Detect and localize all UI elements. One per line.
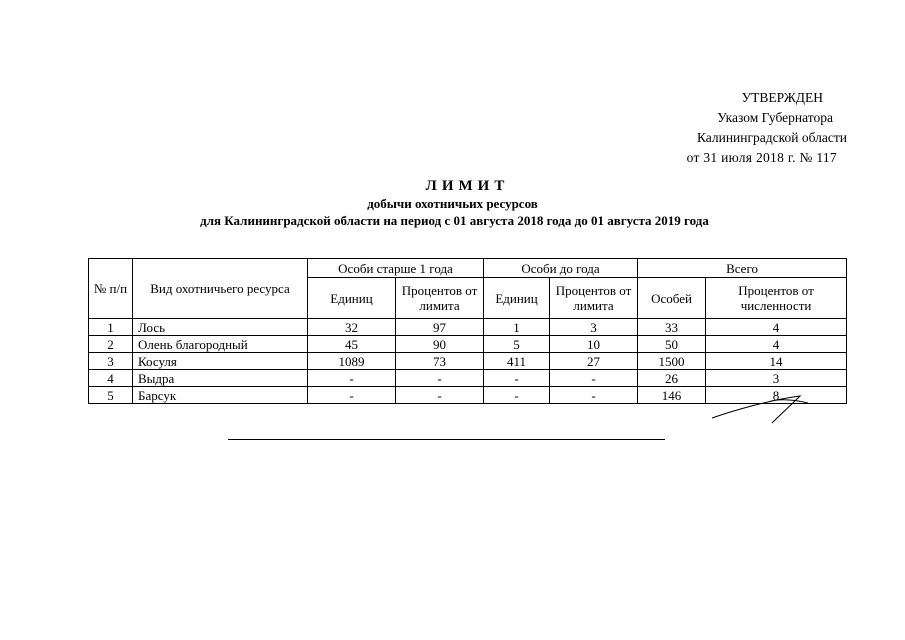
header-species: Вид охотничьего ресурса <box>133 259 308 319</box>
row-older-percent: - <box>396 387 484 404</box>
header-number: № п/п <box>89 259 133 319</box>
approval-region: Калининградской области <box>696 130 847 145</box>
row-total: 146 <box>638 387 706 404</box>
row-total: 33 <box>638 319 706 336</box>
header-young-units: Единиц <box>484 278 550 319</box>
row-species: Лось <box>133 319 308 336</box>
row-young-percent: 3 <box>550 319 638 336</box>
row-young-units: 1 <box>484 319 550 336</box>
row-older-units: - <box>308 370 396 387</box>
header-group-young: Особи до года <box>484 259 638 278</box>
row-young-units: 411 <box>484 353 550 370</box>
row-total: 1500 <box>638 353 706 370</box>
row-total-percent: 4 <box>706 336 847 353</box>
row-total: 26 <box>638 370 706 387</box>
row-older-units: 45 <box>308 336 396 353</box>
row-species: Олень благородный <box>133 336 308 353</box>
row-young-percent: 27 <box>550 353 638 370</box>
header-total-percent: Процентов от численности <box>706 278 847 319</box>
row-number: 5 <box>89 387 133 404</box>
approval-authority: Указом Губернатора <box>717 110 833 125</box>
row-total-percent: 4 <box>706 319 847 336</box>
row-young-percent: 10 <box>550 336 638 353</box>
row-older-units: - <box>308 387 396 404</box>
row-young-percent: - <box>550 370 638 387</box>
row-older-units: 1089 <box>308 353 396 370</box>
header-group-older: Особи старше 1 года <box>308 259 484 278</box>
row-total-percent: 8 <box>706 387 847 404</box>
row-young-units: - <box>484 370 550 387</box>
row-number: 2 <box>89 336 133 353</box>
row-number: 1 <box>89 319 133 336</box>
row-number: 4 <box>89 370 133 387</box>
header-total-individuals: Особей <box>638 278 706 319</box>
row-total: 50 <box>638 336 706 353</box>
document-period: для Калининградской области на период с 01 августа 2018 года до 01 августа 2019 года <box>200 213 709 228</box>
row-species: Барсук <box>133 387 308 404</box>
row-older-percent: 73 <box>396 353 484 370</box>
approval-title: УТВЕРЖДЕН <box>741 90 823 105</box>
row-total-percent: 3 <box>706 370 847 387</box>
row-young-units: - <box>484 387 550 404</box>
header-older-percent: Процентов от лимита <box>396 278 484 319</box>
row-older-percent: - <box>396 370 484 387</box>
row-older-units: 32 <box>308 319 396 336</box>
row-older-percent: 90 <box>396 336 484 353</box>
row-total-percent: 14 <box>706 353 847 370</box>
row-older-percent: 97 <box>396 319 484 336</box>
row-young-percent: - <box>550 387 638 404</box>
document-title: ЛИМИТ <box>425 178 510 194</box>
row-young-units: 5 <box>484 336 550 353</box>
bottom-rule <box>228 439 665 440</box>
approval-date: от 31 июля 2018 г. № 117 <box>686 150 837 165</box>
row-species: Косуля <box>133 353 308 370</box>
document-subtitle: добычи охотничьих ресурсов <box>367 196 538 211</box>
row-species: Выдра <box>133 370 308 387</box>
header-group-total: Всего <box>638 259 847 278</box>
header-older-units: Единиц <box>308 278 396 319</box>
row-number: 3 <box>89 353 133 370</box>
header-young-percent: Процентов от лимита <box>550 278 638 319</box>
